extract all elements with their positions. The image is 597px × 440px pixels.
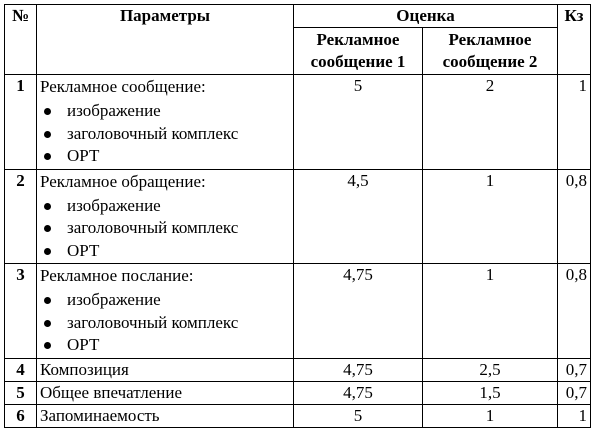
header-num: №	[5, 5, 37, 75]
score-msg2: 1	[423, 169, 558, 264]
score-msg1: 4,75	[294, 358, 423, 381]
list-item	[40, 123, 290, 146]
score-msg1: 4,5	[294, 169, 423, 264]
score-msg1: 4,75	[294, 381, 423, 404]
coef-k: 0,8	[558, 264, 591, 359]
table-row	[5, 381, 591, 404]
row-params: Композиция	[37, 358, 294, 381]
list-item	[40, 195, 290, 218]
score-msg1: 5	[294, 75, 423, 170]
bullet-icon	[44, 108, 51, 115]
row-params	[37, 75, 294, 170]
row-num: 3	[5, 264, 37, 359]
list-item	[40, 217, 290, 240]
row-title: Рекламное сообщение:	[40, 77, 206, 96]
coef-k: 0,8	[558, 169, 591, 264]
row-title: Рекламное послание:	[40, 266, 194, 285]
bullet-icon	[44, 248, 51, 255]
list-item-label: заголовочный комплекс	[67, 218, 239, 237]
score-msg2: 1,5	[423, 381, 558, 404]
list-item	[40, 312, 290, 335]
evaluation-table-wrapper	[4, 4, 591, 428]
list-item-label: заголовочный комплекс	[67, 312, 239, 332]
row-num: 2	[5, 169, 37, 264]
evaluation-table	[4, 4, 591, 428]
list-item	[40, 289, 290, 312]
header-msg2: Рекламное сообщение 2	[423, 28, 558, 75]
coef-k: 0,7	[558, 358, 591, 381]
bullet-icon	[44, 297, 51, 304]
list-item	[40, 240, 290, 263]
list-item-label: ОРТ	[67, 335, 100, 354]
bullet-icon	[44, 153, 51, 160]
sub-list	[40, 195, 290, 263]
row-num: 5	[5, 381, 37, 404]
row-num: 6	[5, 404, 37, 427]
row-params: Общее впечатление	[37, 381, 294, 404]
score-msg2: 2,5	[423, 358, 558, 381]
bullet-icon	[44, 320, 51, 327]
table-row	[5, 75, 591, 170]
row-num: 4	[5, 358, 37, 381]
sub-list	[40, 289, 290, 357]
coef-k: 1	[558, 75, 591, 170]
row-title: Рекламное обращение:	[40, 171, 206, 191]
table-row	[5, 358, 591, 381]
bullet-icon	[44, 203, 51, 210]
table-row	[5, 404, 591, 427]
header-score: Оценка	[294, 5, 558, 28]
row-params	[37, 264, 294, 359]
score-msg2: 1	[423, 404, 558, 427]
coef-k: 0,7	[558, 381, 591, 404]
list-item-label: ОРТ	[67, 240, 100, 260]
row-num: 1	[5, 75, 37, 170]
coef-k: 1	[558, 404, 591, 427]
list-item-label: изображение	[67, 290, 161, 309]
header-k: Кз	[558, 5, 591, 75]
list-item	[40, 100, 290, 123]
row-params	[37, 169, 294, 264]
table-row	[5, 169, 591, 264]
list-item-label: изображение	[67, 195, 161, 215]
row-params: Запоминаемость	[37, 404, 294, 427]
score-msg1: 4,75	[294, 264, 423, 359]
bullet-icon	[44, 225, 51, 232]
header-params: Параметры	[37, 5, 294, 75]
bullet-icon	[44, 342, 51, 349]
list-item-label: ОРТ	[67, 146, 100, 165]
list-item-label: заголовочный комплекс	[67, 123, 239, 143]
sub-list	[40, 100, 290, 168]
list-item-label: изображение	[67, 101, 161, 120]
score-msg2: 1	[423, 264, 558, 359]
bullet-icon	[44, 131, 51, 138]
table-row	[5, 264, 591, 359]
score-msg2: 2	[423, 75, 558, 170]
list-item	[40, 145, 290, 168]
header-msg1: Рекламное сообщение 1	[294, 28, 423, 75]
list-item	[40, 334, 290, 357]
score-msg1: 5	[294, 404, 423, 427]
